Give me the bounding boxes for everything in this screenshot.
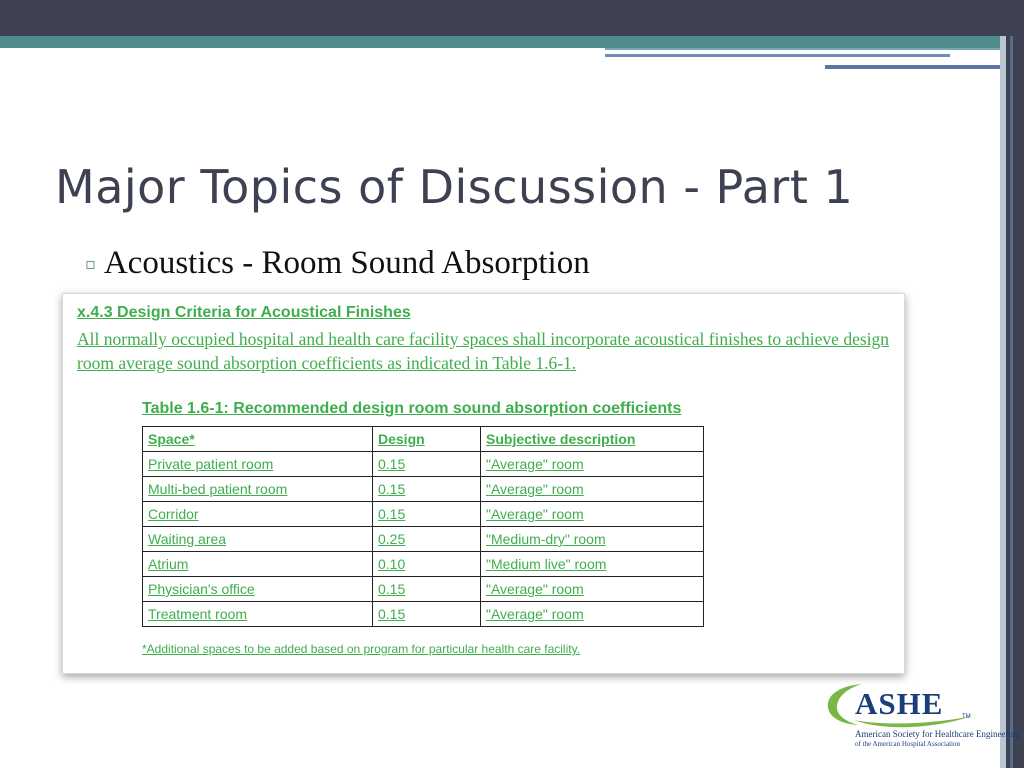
cell-design: 0.15: [373, 577, 481, 602]
cell-space: Private patient room: [143, 452, 373, 477]
table-row: [143, 477, 704, 502]
cell-design: 0.15: [373, 502, 481, 527]
cell-description: "Average" room: [481, 502, 704, 527]
table-row: [143, 452, 704, 477]
table-header-row: [143, 427, 704, 452]
table-row: [143, 552, 704, 577]
cell-space: Treatment room: [143, 602, 373, 627]
cell-description: "Average" room: [481, 602, 704, 627]
table-footnote: *Additional spaces to be added based on program for particular health care facility.: [142, 642, 581, 656]
bullet-text: Acoustics - Room Sound Absorption: [103, 245, 590, 281]
header-accent-band: [0, 36, 1000, 48]
logo-trademark: TM: [962, 714, 971, 720]
cell-description: "Medium-dry" room: [481, 527, 704, 552]
table-row: [143, 502, 704, 527]
header-bar: [0, 0, 1024, 36]
absorption-coefficients-table: [142, 426, 704, 627]
bullet-item: [85, 245, 590, 282]
table-caption: Table 1.6-1: Recommended design room sound absorption coefficients: [142, 400, 682, 417]
cell-design: 0.15: [373, 477, 481, 502]
cell-design: 0.15: [373, 602, 481, 627]
section-heading: x.4.3 Design Criteria for Acoustical Finishes: [77, 304, 411, 321]
right-edge-line: [1010, 36, 1013, 768]
table-row: [143, 527, 704, 552]
cell-space: Atrium: [143, 552, 373, 577]
cell-space: Waiting area: [143, 527, 373, 552]
right-edge-inner-line: [1000, 36, 1006, 768]
logo-wordmark: ASHE: [855, 686, 944, 721]
cell-space: Physician's office: [143, 577, 373, 602]
cell-design: 0.15: [373, 452, 481, 477]
decorative-stripe: [825, 65, 1005, 69]
column-header-subjective-description: Subjective description: [481, 427, 704, 452]
table-row: [143, 577, 704, 602]
cell-space: Multi-bed patient room: [143, 477, 373, 502]
decorative-stripe: [605, 48, 1000, 50]
cell-design: 0.10: [373, 552, 481, 577]
cell-description: "Medium live" room: [481, 552, 704, 577]
document-excerpt: [62, 293, 905, 674]
table-row: [143, 602, 704, 627]
cell-description: "Average" room: [481, 477, 704, 502]
bullet-square-icon: ▫: [85, 254, 96, 273]
column-header-design: Design: [373, 427, 481, 452]
column-header-space: Space*: [143, 427, 373, 452]
logo-affiliation: of the American Hospital Association: [855, 740, 960, 748]
decorative-stripe: [605, 54, 950, 57]
section-body: All normally occupied hospital and health care facility spaces shall incorporate acoustical finishes to achieve design room average sound absorption coefficients as indicated in Table 1.6-1.: [77, 329, 890, 373]
cell-design: 0.25: [373, 527, 481, 552]
cell-description: "Average" room: [481, 577, 704, 602]
cell-space: Corridor: [143, 502, 373, 527]
ashe-logo: [824, 680, 1020, 752]
slide-title: Major Topics of Discussion - Part 1: [55, 160, 854, 214]
cell-description: "Average" room: [481, 452, 704, 477]
logo-subtitle: American Society for Healthcare Engineering: [855, 729, 1020, 739]
